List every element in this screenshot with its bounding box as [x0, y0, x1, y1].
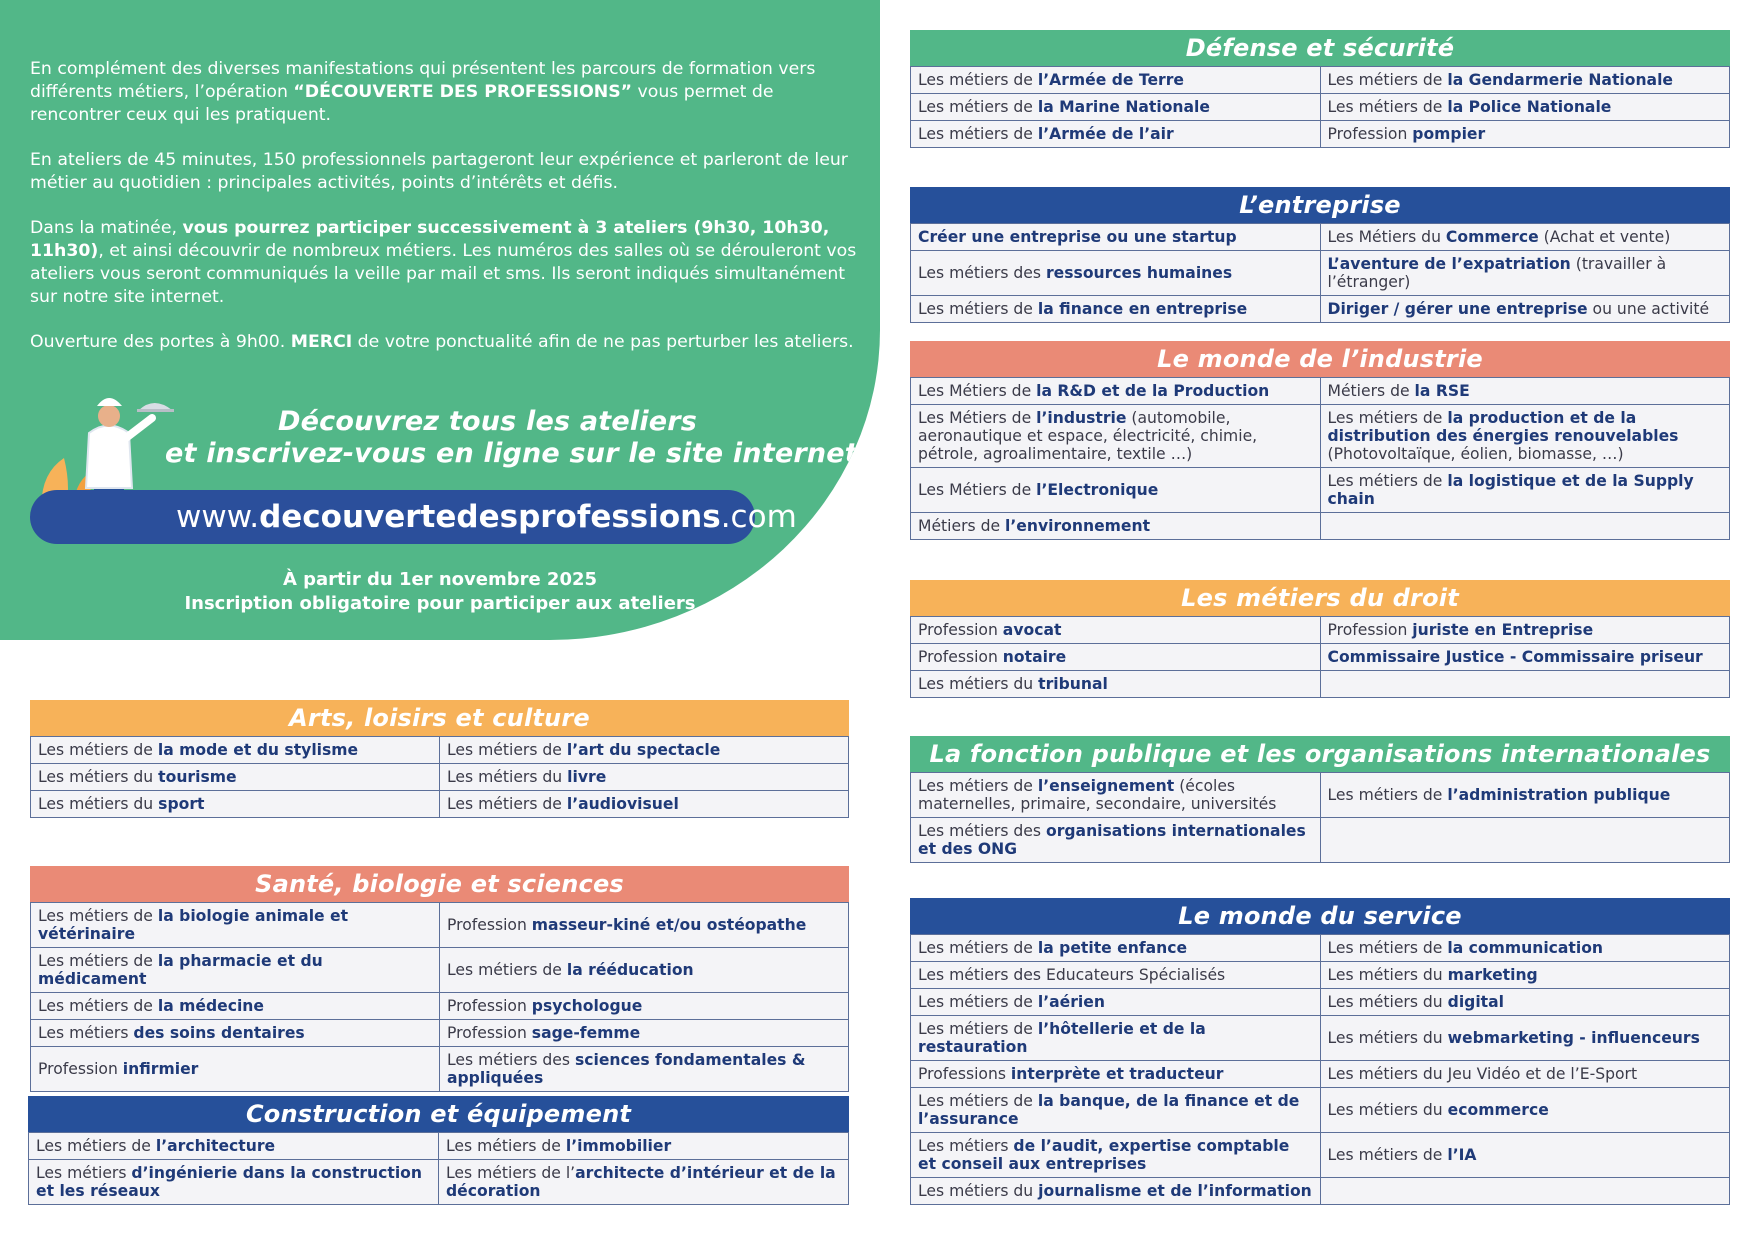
table-cell: Les métiers de la finance en entreprise [911, 296, 1321, 323]
promo-heading-line-2: et inscrivez-vous en ligne sur le site internet [165, 438, 858, 469]
section-title: Défense et sécurité [910, 30, 1730, 66]
table-row [911, 935, 1730, 962]
intro-paragraph-3: Dans la matinée, vous pourrez participer successivement à 3 ateliers (9h30, 10h30, 11h30), et ainsi découvrir de nombreux métiers. Les numéros des salles où se dérouleront vos ateliers vous seront communiqués la veille par mail et sms. Ils seront indiqués simultanément sur notre site internet. [30, 218, 857, 307]
table-cell: Les métiers de l’audit, expertise comptable et conseil aux entreprises [911, 1133, 1321, 1178]
table-cell: Les métiers des ressources humaines [911, 251, 1321, 296]
table-cell: Les métiers du tourisme [31, 764, 440, 791]
section-table [910, 66, 1730, 148]
table-row [911, 773, 1730, 818]
table-cell: Profession notaire [911, 644, 1321, 671]
table-cell: Les métiers de la biologie animale et vétérinaire [31, 903, 440, 948]
section-title: La fonction publique et les organisations internationales [910, 736, 1730, 772]
table-cell: Les métiers de la logistique et de la Supply chain [1320, 468, 1730, 513]
table-cell: Les Métiers de l’industrie (automobile, aeronautique et espace, électricité, chimie, pétrole, agroalimentaire, textile …) [911, 405, 1321, 468]
section-fonction [910, 736, 1730, 863]
table-cell: Les métiers des Educateurs Spécialisés [911, 962, 1321, 989]
table-cell: Les métiers du digital [1320, 989, 1730, 1016]
section-title: Les métiers du droit [910, 580, 1730, 616]
intro-paragraph-1: En complément des diverses manifestations qui présentent les parcours de formation vers différents métiers, l’opération “DÉCOUVERTE DES PROFESSIONS” vous permet de rencontrer ceux qui les pratiquent. [30, 59, 816, 125]
section-service [910, 898, 1730, 1205]
table-cell: Les métiers de la médecine [31, 993, 440, 1020]
table-row [31, 791, 849, 818]
table-cell: Les métiers de l’administration publique [1320, 773, 1730, 818]
section-title: Le monde du service [910, 898, 1730, 934]
table-row [31, 993, 849, 1020]
table-row [911, 1088, 1730, 1133]
table-cell: Les métiers de l’hôtellerie et de la restauration [911, 1016, 1321, 1061]
table-cell: Les métiers de l’Armée de Terre [911, 67, 1321, 94]
table-cell: Les métiers du webmarketing - influenceurs [1320, 1016, 1730, 1061]
table-cell: Les Métiers de la R&D et de la Production [911, 378, 1321, 405]
intro-panel [0, 0, 880, 640]
table-cell: Les métiers de la production et de la distribution des énergies renouvelables (Photovoltaïque, éolien, biomasse, …) [1320, 405, 1730, 468]
table-cell: Les métiers de la Police Nationale [1320, 94, 1730, 121]
table-cell: Profession juriste en Entreprise [1320, 617, 1730, 644]
table-cell: Les Métiers de l’Electronique [911, 468, 1321, 513]
table-cell: Métiers de l’environnement [911, 513, 1321, 540]
table-cell: Les métiers des sciences fondamentales & appliquées [440, 1047, 849, 1092]
table-row [31, 903, 849, 948]
intro-paragraph-2: En ateliers de 45 minutes, 150 professionnels partageront leur expérience et parleront de leur métier au quotidien : principales activités, points d’intérêts et défis. [30, 150, 848, 193]
table-row [911, 617, 1730, 644]
table-cell: Profession avocat [911, 617, 1321, 644]
table-cell: Les métiers de la communication [1320, 935, 1730, 962]
table-row [911, 1061, 1730, 1088]
section-sante [30, 866, 849, 1092]
section-construction [28, 1096, 849, 1205]
table-cell: Les métiers de l’aérien [911, 989, 1321, 1016]
section-title: Construction et équipement [28, 1096, 849, 1132]
table-row [911, 1133, 1730, 1178]
table-cell: Profession pompier [1320, 121, 1730, 148]
section-industrie [910, 341, 1730, 540]
section-defense [910, 30, 1730, 148]
table-cell: Les métiers du livre [440, 764, 849, 791]
section-title: Arts, loisirs et culture [30, 700, 849, 736]
table-cell: Créer une entreprise ou une startup [911, 224, 1321, 251]
table-row [31, 764, 849, 791]
section-title: Santé, biologie et sciences [30, 866, 849, 902]
table-cell: Profession sage-femme [440, 1020, 849, 1047]
table-row [29, 1160, 849, 1205]
table-cell: Les métiers du journalisme et de l’information [911, 1178, 1321, 1205]
table-cell: Les métiers de l’art du spectacle [440, 737, 849, 764]
section-table [910, 223, 1730, 323]
intro-text [30, 58, 860, 376]
start-date: À partir du 1er novembre 2025 [282, 569, 598, 590]
table-cell: Les métiers de la petite enfance [911, 935, 1321, 962]
table-cell: Les métiers de la mode et du stylisme [31, 737, 440, 764]
table-row [31, 948, 849, 993]
section-table [910, 772, 1730, 863]
table-cell: Diriger / gérer une entreprise ou une activité [1320, 296, 1730, 323]
website-link[interactable]: www.decouvertedesprofessions.com [30, 490, 755, 544]
section-table [910, 934, 1730, 1205]
section-table [28, 1132, 849, 1205]
table-row [911, 121, 1730, 148]
table-cell: Les métiers de l’enseignement (écoles maternelles, primaire, secondaire, universités [911, 773, 1321, 818]
table-cell: Les métiers des organisations internationales et des ONG [911, 818, 1321, 863]
table-cell: Les métiers du ecommerce [1320, 1088, 1730, 1133]
section-entreprise [910, 187, 1730, 323]
table-cell: Les métiers du marketing [1320, 962, 1730, 989]
table-row [911, 251, 1730, 296]
table-row [911, 378, 1730, 405]
table-cell: Profession psychologue [440, 993, 849, 1020]
table-row [911, 296, 1730, 323]
section-arts [30, 700, 849, 818]
table-cell: Les métiers du Jeu Vidéo et de l’E-Sport [1320, 1061, 1730, 1088]
table-cell: Les métiers de l’Armée de l’air [911, 121, 1321, 148]
table-cell: Les métiers de la rééducation [440, 948, 849, 993]
table-row [911, 671, 1730, 698]
table-cell: Professions interprète et traducteur [911, 1061, 1321, 1088]
section-title: L’entreprise [910, 187, 1730, 223]
table-row [911, 1178, 1730, 1205]
promo-heading-line-1: Découvrez tous les ateliers [278, 406, 698, 437]
table-cell: Les métiers de l’immobilier [439, 1133, 849, 1160]
intro-paragraph-4: Ouverture des portes à 9h00. MERCI de votre ponctualité afin de ne pas perturber les ateliers. [30, 332, 854, 352]
table-cell [1320, 671, 1730, 698]
section-table [910, 616, 1730, 698]
table-cell: Les Métiers du Commerce (Achat et vente) [1320, 224, 1730, 251]
table-row [31, 1047, 849, 1092]
table-cell [1320, 1178, 1730, 1205]
table-cell: Les métiers de la banque, de la finance et de l’assurance [911, 1088, 1321, 1133]
table-row [29, 1133, 849, 1160]
section-table [30, 902, 849, 1092]
table-cell: Les métiers du sport [31, 791, 440, 818]
table-cell: Les métiers du tribunal [911, 671, 1321, 698]
table-cell: Les métiers de l’IA [1320, 1133, 1730, 1178]
table-cell: Les métiers de l’architecte d’intérieur et de la décoration [439, 1160, 849, 1205]
table-cell: Les métiers de l’architecture [29, 1133, 439, 1160]
table-row [911, 962, 1730, 989]
table-cell: Les métiers de la pharmacie et du médicament [31, 948, 440, 993]
table-row [911, 94, 1730, 121]
table-row [31, 737, 849, 764]
table-row [911, 644, 1730, 671]
table-cell: Les métiers de l’audiovisuel [440, 791, 849, 818]
table-row [911, 468, 1730, 513]
table-cell: Métiers de la RSE [1320, 378, 1730, 405]
table-row [911, 67, 1730, 94]
table-row [911, 989, 1730, 1016]
section-table [910, 377, 1730, 540]
table-cell: L’aventure de l’expatriation (travailler à l’étranger) [1320, 251, 1730, 296]
table-row [911, 818, 1730, 863]
table-cell: Les métiers de la Marine Nationale [911, 94, 1321, 121]
table-row [911, 405, 1730, 468]
table-cell [1320, 818, 1730, 863]
table-row [911, 1016, 1730, 1061]
table-cell: Commissaire Justice - Commissaire priseur [1320, 644, 1730, 671]
table-row [911, 513, 1730, 540]
table-cell: Profession infirmier [31, 1047, 440, 1092]
table-cell: Les métiers des soins dentaires [31, 1020, 440, 1047]
table-cell: Profession masseur-kiné et/ou ostéopathe [440, 903, 849, 948]
section-table [30, 736, 849, 818]
table-cell [1320, 513, 1730, 540]
section-droit [910, 580, 1730, 698]
table-cell: Les métiers de la Gendarmerie Nationale [1320, 67, 1730, 94]
table-cell: Les métiers d’ingénierie dans la construction et les réseaux [29, 1160, 439, 1205]
registration-info [30, 568, 850, 616]
table-row [911, 224, 1730, 251]
mandatory-registration: Inscription obligatoire pour participer aux ateliers [184, 593, 696, 614]
table-row [31, 1020, 849, 1047]
section-title: Le monde de l’industrie [910, 341, 1730, 377]
